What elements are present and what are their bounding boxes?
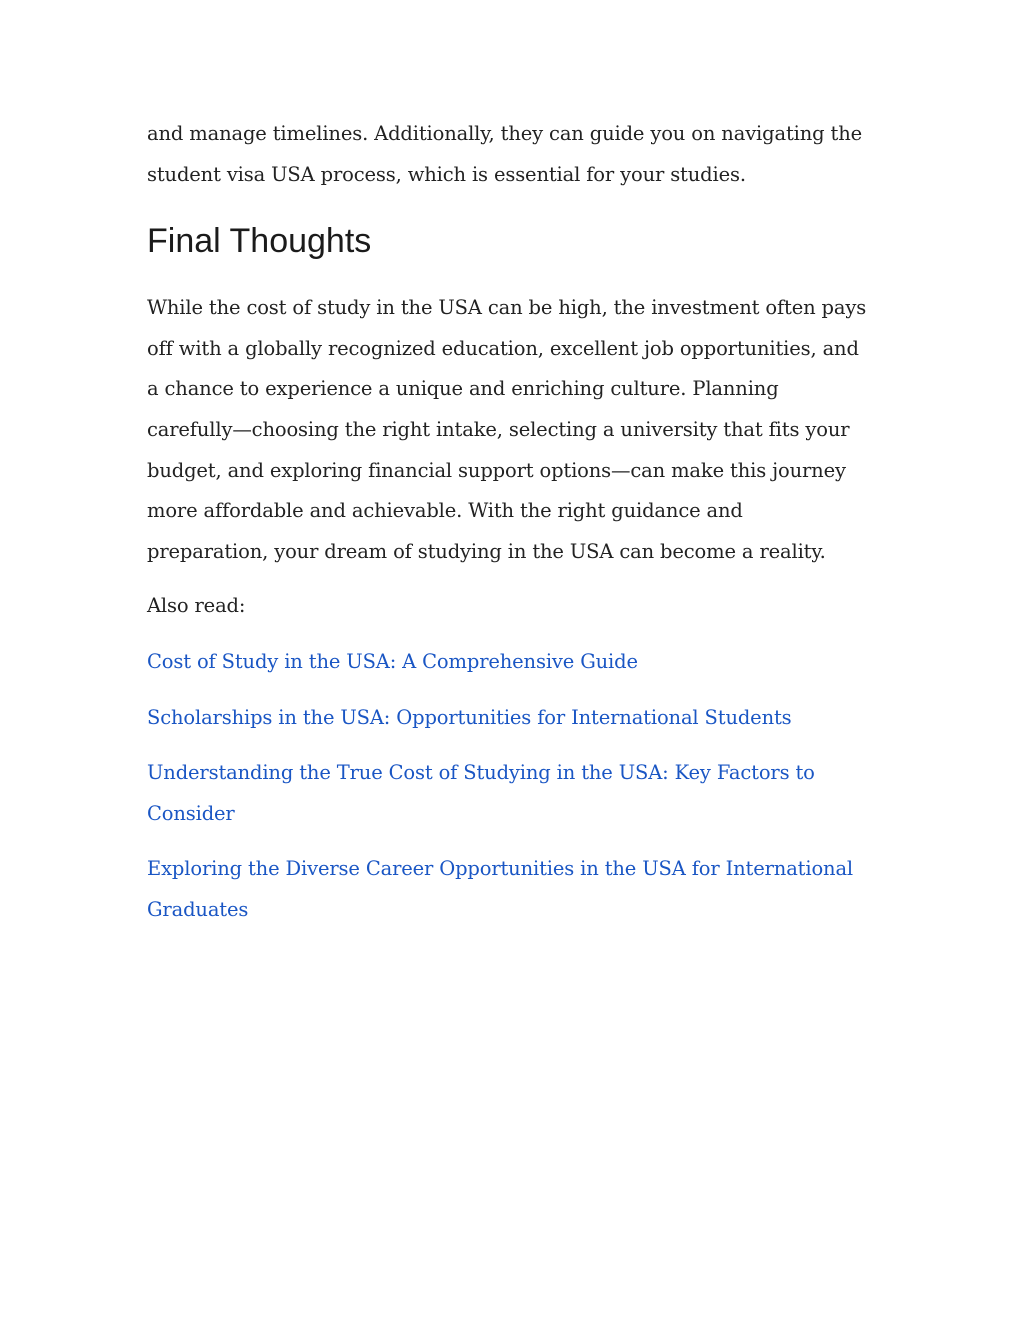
final-thoughts-paragraph <box>147 288 887 572</box>
paragraph-line-2: off with a globally recognized education, excellent job opportunities, and <box>147 336 859 360</box>
link-career-opportunities[interactable] <box>147 849 887 930</box>
paragraph-line-5: budget, and exploring financial support options—can make this journey <box>147 458 846 482</box>
also-read-links <box>147 642 887 931</box>
link-line: Exploring the Diverse Career Opportunities in the USA for International <box>147 857 854 881</box>
paragraph-line-7: preparation, your dream of studying in the USA can become a reality. <box>147 539 826 563</box>
intro-paragraph <box>147 114 887 195</box>
section-heading: Final Thoughts <box>147 222 372 261</box>
list-item <box>147 642 887 683</box>
also-read-label: Also read: <box>147 594 246 618</box>
link-cost-of-study-guide[interactable] <box>147 642 887 683</box>
paragraph-line-4: carefully—choosing the right intake, selecting a university that fits your <box>147 417 850 441</box>
link-line: Consider <box>147 801 235 825</box>
paragraph-line-1: While the cost of study in the USA can be high, the investment often pays <box>147 296 867 320</box>
link-line: Understanding the True Cost of Studying in the USA: Key Factors to <box>147 761 815 785</box>
intro-line-1: and manage timelines. Additionally, they can guide you on navigating the <box>147 122 863 145</box>
list-item <box>147 753 887 834</box>
link-line: Cost of Study in the USA: A Comprehensive Guide <box>147 649 638 673</box>
document-page <box>147 112 887 931</box>
list-item <box>147 698 887 739</box>
link-line: Scholarships in the USA: Opportunities for International Students <box>147 705 792 729</box>
paragraph-line-6: more affordable and achievable. With the right guidance and <box>147 499 743 523</box>
link-scholarships-usa[interactable] <box>147 698 887 739</box>
link-true-cost-of-studying[interactable] <box>147 753 887 834</box>
paragraph-line-3: a chance to experience a unique and enriching culture. Planning <box>147 377 779 401</box>
intro-line-2: student visa USA process, which is essential for your studies. <box>147 162 746 186</box>
list-item <box>147 849 887 930</box>
link-line: Graduates <box>147 897 249 921</box>
